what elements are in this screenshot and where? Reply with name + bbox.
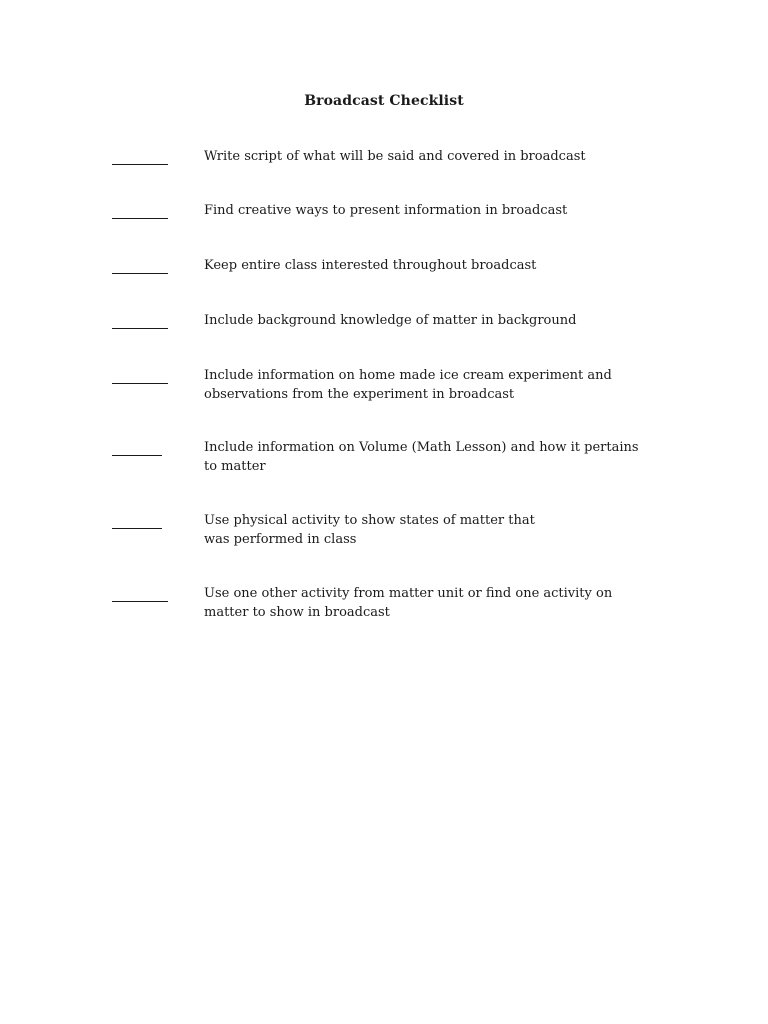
check-blank-line[interactable] — [112, 528, 162, 529]
checklist-item-text: Write script of what will be said and covered in broadcast — [204, 149, 586, 164]
check-blank-line[interactable] — [112, 383, 168, 384]
check-blank-line[interactable] — [112, 601, 168, 602]
checklist-item-text: Include information on Volume (Math Lesson) and how it pertains to matter — [204, 440, 639, 474]
checklist-item-text: Keep entire class interested throughout broadcast — [204, 258, 537, 273]
check-blank-line[interactable] — [112, 455, 162, 456]
checklist-item-text: Include background knowledge of matter in background — [204, 313, 577, 328]
check-blank-line[interactable] — [112, 328, 168, 329]
check-blank-line[interactable] — [112, 273, 168, 274]
checklist-item-text: Use physical activity to show states of matter that was performed in class — [204, 513, 535, 547]
checklist-item-text: Find creative ways to present information in broadcast — [204, 203, 568, 218]
page-title: Broadcast Checklist — [304, 93, 464, 109]
check-blank-line[interactable] — [112, 218, 168, 219]
checklist-item-text: Use one other activity from matter unit or find one activity on matter to show in broadcast — [204, 586, 613, 620]
checklist-item-text: Include information on home made ice cream experiment and observations from the experiment in broadcast — [204, 368, 612, 402]
check-blank-line[interactable] — [112, 164, 168, 165]
